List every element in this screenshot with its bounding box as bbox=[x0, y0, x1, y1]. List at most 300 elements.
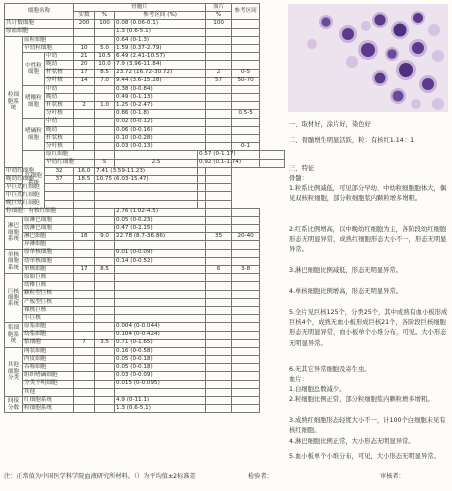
empty-cell bbox=[206, 102, 232, 110]
table-cell: 1.3 (0.6-5.1) bbox=[115, 28, 206, 36]
empty-cell bbox=[74, 184, 95, 192]
empty-cell bbox=[115, 274, 206, 282]
empty-cell bbox=[232, 94, 260, 102]
table-row bbox=[5, 397, 285, 405]
empty-cell bbox=[95, 118, 115, 126]
empty-cell bbox=[74, 356, 95, 364]
empty-cell bbox=[232, 380, 260, 388]
table-cell: 早幼红细胞 bbox=[45, 159, 95, 167]
table-cell: 0.03 (0-0.13) bbox=[115, 143, 206, 151]
empty-cell bbox=[74, 126, 95, 134]
empty-cell bbox=[74, 405, 95, 413]
table-cell: 0.05 (0-0.18) bbox=[115, 364, 206, 372]
table-cell: 9.0 bbox=[95, 233, 115, 241]
table-cell: 晚幼 bbox=[45, 126, 74, 134]
finding-5: 5.全片见巨核125个，分类25个，其中成熟有血小板形成巨核4个，成熟无血小板形成巨核21个，各阶段巨核细胞形态无明显异常，血小板单个小堆分布，可见。大小形态无明显异常。 bbox=[289, 309, 448, 347]
blood-heading: 血片： bbox=[289, 376, 308, 383]
table-cell: 200 bbox=[74, 20, 95, 28]
empty-cell bbox=[232, 249, 260, 257]
table-cell: 0.05 (0-0.18) bbox=[115, 356, 206, 364]
table-row bbox=[5, 372, 285, 380]
table-cell: 0-5 bbox=[232, 69, 260, 77]
table-cell: 10 bbox=[74, 44, 95, 52]
empty-cell bbox=[74, 347, 95, 355]
group-label: 巨核细胞系统 bbox=[5, 274, 23, 323]
empty-cell bbox=[232, 306, 260, 314]
empty-cell bbox=[95, 257, 115, 265]
table-cell: 1.25 (0-2.47) bbox=[115, 102, 206, 110]
empty-cell bbox=[206, 282, 232, 290]
empty-cell bbox=[232, 135, 260, 143]
table-row bbox=[5, 118, 285, 126]
empty-cell bbox=[206, 331, 232, 339]
empty-cell bbox=[206, 110, 232, 118]
table-row bbox=[5, 20, 285, 28]
empty-cell bbox=[95, 282, 115, 290]
table-cell: 杆状核 bbox=[45, 102, 74, 110]
table-cell: 100 bbox=[95, 20, 115, 28]
empty-cell bbox=[206, 85, 232, 93]
table-cell: 分叶核 bbox=[45, 77, 74, 85]
table-cell: 2 bbox=[206, 69, 232, 77]
table-cell: 原浆细胞 bbox=[23, 323, 74, 331]
empty-cell bbox=[74, 306, 95, 314]
table-cell: 产板型巨核 bbox=[23, 298, 74, 306]
table-cell: 中幼 bbox=[45, 53, 74, 61]
empty-cell bbox=[206, 364, 232, 372]
table-cell: 23.72 (16.72-30.72) bbox=[115, 69, 206, 77]
table-cell: 中幼红细胞 bbox=[5, 167, 45, 175]
table-cell: 杆状核 bbox=[45, 69, 74, 77]
table-cell: 幼单核细胞 bbox=[23, 257, 74, 265]
empty-cell bbox=[95, 323, 115, 331]
empty-cell bbox=[232, 85, 260, 93]
table-row bbox=[5, 69, 285, 77]
table-cell: 7.0 bbox=[95, 77, 115, 85]
empty-cell bbox=[206, 274, 232, 282]
table-cell: 0.02 (0-0.12) bbox=[115, 118, 206, 126]
table-cell: 16.0 bbox=[74, 167, 95, 175]
table-row bbox=[5, 44, 285, 52]
table-cell: 晚幼红细胞 bbox=[5, 175, 45, 183]
table-cell: 0.49 (0-1.13) bbox=[115, 94, 206, 102]
table-row bbox=[5, 36, 285, 44]
table-row bbox=[5, 159, 285, 167]
table-cell: 0.92 (0.1-1.74) bbox=[199, 159, 241, 166]
empty-cell bbox=[198, 167, 206, 175]
table-row bbox=[5, 241, 285, 249]
empty-cell bbox=[206, 290, 232, 298]
empty-cell bbox=[232, 405, 260, 413]
empty-cell bbox=[95, 208, 115, 216]
group-label: 单核细胞系统 bbox=[5, 249, 23, 274]
table-cell: 杆状核 bbox=[45, 135, 74, 143]
empty-cell bbox=[232, 388, 260, 396]
empty-cell bbox=[74, 241, 95, 249]
empty-cell bbox=[206, 380, 232, 388]
table-cell: 0.08 (0.06-0.1) bbox=[115, 20, 206, 28]
empty-cell bbox=[74, 388, 95, 396]
cell-count-table bbox=[4, 3, 285, 413]
table-row bbox=[5, 184, 285, 192]
table-row bbox=[5, 175, 285, 183]
empty-cell bbox=[232, 372, 260, 380]
table-cell: 1.0 bbox=[95, 102, 115, 110]
empty-cell bbox=[232, 274, 260, 282]
empty-cell bbox=[232, 208, 260, 216]
table-row bbox=[5, 61, 285, 69]
table-cell: 分叶核 bbox=[45, 143, 74, 151]
empty-cell bbox=[45, 184, 74, 192]
empty-cell bbox=[206, 405, 232, 413]
table-cell: 7.41 (3.59-11.23) bbox=[95, 167, 198, 175]
table-cell: 3.5 bbox=[95, 339, 115, 347]
empty-cell bbox=[206, 306, 232, 314]
empty-cell bbox=[74, 257, 95, 265]
empty-cell bbox=[74, 94, 95, 102]
empty-cell bbox=[95, 315, 115, 323]
table-cell: 嗜碱粒细胞 bbox=[23, 118, 45, 151]
header-cell-name: 细胞名称 bbox=[5, 4, 74, 20]
table-cell: 单核细胞 bbox=[23, 266, 74, 274]
table-cell: 32 bbox=[45, 167, 74, 175]
table-cell: 原淋巴细胞 bbox=[23, 216, 74, 224]
empty-cell bbox=[260, 151, 285, 159]
table-cell: 原单核细胞 bbox=[23, 249, 74, 257]
empty-cell bbox=[95, 364, 115, 372]
table-row bbox=[5, 110, 285, 118]
table-cell: 早巨幼红细胞 bbox=[5, 184, 45, 192]
table-row bbox=[5, 306, 285, 314]
empty-cell bbox=[232, 397, 260, 405]
table-row bbox=[5, 405, 285, 413]
table-cell: 17 bbox=[74, 266, 95, 274]
finding-1: 1.粒系比例减低，可见部分早幼、中幼粒细胞胞体大，偶见双核粒细胞，部分粒细胞浆内颗粒增多增粗。 bbox=[289, 185, 447, 203]
empty-cell bbox=[232, 20, 260, 28]
table-cell: 0-1 bbox=[232, 143, 260, 151]
empty-cell bbox=[95, 225, 115, 233]
empty-cell bbox=[95, 298, 115, 306]
table-cell: 0.38 (0-0.84) bbox=[115, 85, 206, 93]
table-cell: 共计数细胞 bbox=[5, 20, 74, 28]
table-row bbox=[5, 380, 285, 388]
empty-cell bbox=[74, 143, 95, 151]
table-cell: 17 bbox=[74, 69, 95, 77]
empty-cell bbox=[232, 323, 260, 331]
table-cell: 小巨核 bbox=[23, 315, 74, 323]
empty-cell bbox=[95, 274, 115, 282]
table-cell: 0.05 (0-0.23) bbox=[115, 216, 206, 224]
table-row bbox=[5, 323, 285, 331]
blood-finding-3: 3.成熟红细胞形态轻度大小不一，计100个白细胞未见有核红细胞。 bbox=[289, 417, 446, 435]
table-cell: 浆细胞 bbox=[23, 339, 74, 347]
empty-cell bbox=[95, 94, 115, 102]
table-cell: 8.5 bbox=[95, 69, 115, 77]
empty-cell bbox=[232, 151, 260, 159]
table-cell: 原血细胞 bbox=[5, 28, 74, 36]
empty-cell bbox=[206, 36, 232, 44]
empty-cell bbox=[74, 249, 95, 257]
table-cell: 组织嗜碱细胞 bbox=[23, 372, 74, 380]
table-cell: 100 bbox=[206, 20, 232, 28]
empty-cell bbox=[232, 298, 260, 306]
empty-cell bbox=[206, 200, 232, 208]
table-cell: 0.004 (0-0.044) bbox=[115, 323, 206, 331]
empty-cell bbox=[74, 135, 95, 143]
header-blood-pct: % bbox=[206, 12, 232, 20]
table-cell: 中巨幼红细胞 bbox=[5, 192, 45, 200]
finding-3: 3.淋巴细胞比例减低，形态无明显异常。 bbox=[289, 267, 403, 274]
group-label: 淋巴细胞系统 bbox=[5, 216, 23, 249]
table-cell: 粒细胞：有核红细胞 bbox=[5, 208, 74, 216]
table-cell: 2.5 bbox=[115, 159, 198, 167]
table-row bbox=[5, 257, 285, 265]
empty-cell bbox=[45, 192, 74, 200]
table-cell: 6.49 (2.41-10.57) bbox=[115, 53, 206, 61]
empty-cell bbox=[206, 216, 232, 224]
table-cell: 10.75 (6.03-15.47) bbox=[95, 175, 198, 183]
empty-cell bbox=[115, 266, 206, 274]
empty-cell bbox=[206, 257, 232, 265]
table-cell: 幼淋巴细胞 bbox=[23, 225, 74, 233]
table-cell: 35 bbox=[206, 233, 232, 241]
table-cell: 0.57 (0-1.17) bbox=[199, 151, 236, 158]
table-cell: 0.015 (0-0.095) bbox=[115, 380, 206, 388]
empty-cell bbox=[95, 36, 115, 44]
table-cell: 晚幼 bbox=[45, 61, 74, 69]
table-cell: 8.5 bbox=[95, 266, 115, 274]
table-row bbox=[5, 298, 285, 306]
table-row bbox=[5, 225, 285, 233]
empty-cell bbox=[232, 126, 260, 134]
empty-cell bbox=[95, 388, 115, 396]
table-cell: 7.9 (3.96-11.84) bbox=[115, 61, 206, 69]
table-row bbox=[5, 339, 285, 347]
cells-image bbox=[288, 4, 448, 112]
bone-marrow-heading: 骨髓： bbox=[289, 175, 308, 182]
table-cell: 0.16 (0-0.58) bbox=[115, 347, 206, 355]
table-row bbox=[5, 266, 285, 274]
table-cell: 0.104 (0-0.424) bbox=[115, 331, 206, 339]
blood-finding-2: 2.粒细胞比例正常，部分粒细胞浆内颗粒增多增粗。 bbox=[289, 396, 434, 403]
empty-cell bbox=[206, 135, 232, 143]
empty-cell bbox=[95, 249, 115, 257]
table-cell: 10.5 bbox=[95, 53, 115, 61]
empty-cell bbox=[206, 397, 232, 405]
table-cell: 粒细胞系统 bbox=[23, 405, 74, 413]
blood-finding-4: 4.淋巴细胞比例正常，大小形态无明显异常。 bbox=[289, 438, 415, 445]
table-row bbox=[5, 364, 285, 372]
table-cell: 原始巨核 bbox=[23, 274, 74, 282]
empty-cell bbox=[206, 315, 232, 323]
empty-cell bbox=[95, 200, 198, 208]
table-cell: 嗜酸粒细胞 bbox=[23, 85, 45, 118]
empty-cell bbox=[95, 306, 115, 314]
table-row bbox=[5, 94, 285, 102]
table-cell: 红细胞系统 bbox=[23, 397, 74, 405]
features-heading: 三、特征 bbox=[289, 165, 315, 172]
table-cell: 内皮细胞 bbox=[23, 356, 74, 364]
empty-cell bbox=[232, 282, 260, 290]
table-cell: 18 bbox=[74, 233, 95, 241]
blood-finding-5: 5.血小板单个小堆分布，可见，大小形态无明显异常。 bbox=[289, 453, 440, 460]
table-cell: 57 bbox=[206, 77, 232, 85]
table-row bbox=[5, 53, 285, 61]
empty-cell bbox=[232, 364, 260, 372]
empty-cell bbox=[206, 339, 232, 347]
empty-cell bbox=[74, 364, 95, 372]
empty-cell bbox=[232, 44, 260, 52]
empty-cell bbox=[206, 347, 232, 355]
table-cell: 2 bbox=[74, 102, 95, 110]
table-row bbox=[5, 135, 285, 143]
reviewer-label: 审核者： bbox=[380, 473, 405, 480]
empty-cell bbox=[232, 331, 260, 339]
empty-cell bbox=[206, 28, 232, 36]
table-cell: 1.3 (0.6-5.1) bbox=[115, 405, 206, 413]
empty-cell bbox=[95, 110, 115, 118]
empty-cell bbox=[74, 110, 95, 118]
table-row bbox=[5, 282, 285, 290]
empty-cell bbox=[206, 298, 232, 306]
empty-cell bbox=[74, 282, 95, 290]
table-cell: 0.86 (0-1.8) bbox=[115, 110, 206, 118]
empty-cell bbox=[206, 241, 232, 249]
footer-note: 注：正常值为中国医学科学院血液研究所材料。（）为平均值±2标准差 bbox=[4, 473, 196, 480]
table-cell: 20-40 bbox=[232, 233, 260, 241]
table-cell: 早幼粒细胞 bbox=[23, 44, 74, 52]
empty-cell bbox=[115, 241, 206, 249]
empty-cell bbox=[206, 61, 232, 69]
table-cell: 18.5 bbox=[74, 175, 95, 183]
table-cell: 6 bbox=[206, 266, 232, 274]
header-ref: 参考区间 (%) bbox=[115, 12, 206, 20]
empty-cell bbox=[115, 388, 206, 396]
empty-cell bbox=[206, 208, 232, 216]
table-cell: 其他 bbox=[23, 388, 74, 396]
empty-cell bbox=[74, 200, 95, 208]
table-row bbox=[5, 143, 285, 151]
empty-cell bbox=[95, 356, 115, 364]
empty-cell bbox=[95, 405, 115, 413]
empty-cell bbox=[232, 61, 260, 69]
table-cell: 0.10 (0-0.28) bbox=[115, 135, 206, 143]
empty-cell bbox=[206, 94, 232, 102]
table-cell: 50-70 bbox=[232, 77, 260, 85]
table-row bbox=[5, 347, 285, 355]
empty-cell bbox=[74, 315, 95, 323]
table-cell: 5 bbox=[95, 159, 115, 167]
table-row bbox=[5, 388, 285, 396]
empty-cell bbox=[232, 315, 260, 323]
table-row bbox=[5, 315, 285, 323]
empty-cell bbox=[115, 298, 206, 306]
table-row bbox=[5, 192, 285, 200]
empty-cell bbox=[95, 192, 198, 200]
table-cell: 幼稚巨核 bbox=[23, 282, 74, 290]
table-cell: 中幼 bbox=[45, 85, 74, 93]
finding-4: 4.单核细胞比例增高，形态无明显异常。 bbox=[289, 288, 403, 295]
empty-cell bbox=[95, 331, 115, 339]
empty-cell bbox=[74, 208, 95, 216]
empty-cell bbox=[206, 388, 232, 396]
empty-cell bbox=[95, 380, 115, 388]
empty-cell bbox=[206, 372, 232, 380]
table-cell: 21 bbox=[74, 53, 95, 61]
empty-cell bbox=[232, 339, 260, 347]
table-cell: 淋巴细胞 bbox=[23, 233, 74, 241]
group-label: 粒细胞系统 bbox=[5, 36, 23, 167]
header-bone-marrow: 骨髓片 bbox=[74, 4, 206, 12]
empty-cell bbox=[95, 28, 115, 36]
table-cell: 22.78 (8.7-36.86) bbox=[115, 233, 206, 241]
empty-cell bbox=[95, 135, 115, 143]
empty-cell bbox=[206, 126, 232, 134]
group-label: 红细胞系统 bbox=[23, 151, 45, 208]
group-label: 浆细胞系统 bbox=[5, 323, 23, 348]
table-cell: 晚幼 bbox=[45, 94, 74, 102]
table-cell: 0.14 (0-0.52) bbox=[115, 257, 206, 265]
blood-finding-1: 1.白细胞总数减少。 bbox=[289, 386, 346, 393]
table-cell: 0.01 (0-0.09) bbox=[115, 249, 206, 257]
header-count: 实数 bbox=[74, 12, 95, 20]
empty-cell bbox=[206, 356, 232, 364]
empty-cell bbox=[74, 36, 95, 44]
empty-cell bbox=[206, 143, 232, 151]
group-label: 其他细胞分类 bbox=[5, 347, 23, 396]
table-cell: 0.5-5 bbox=[232, 110, 260, 118]
table-cell: 5.0 bbox=[95, 44, 115, 52]
table-row bbox=[5, 126, 285, 134]
empty-cell bbox=[74, 397, 95, 405]
empty-cell bbox=[74, 380, 95, 388]
table-cell: 幼浆细胞 bbox=[23, 331, 74, 339]
table-cell: 原红细胞 bbox=[45, 151, 95, 159]
empty-cell bbox=[95, 397, 115, 405]
empty-cell bbox=[206, 249, 232, 257]
empty-cell bbox=[232, 28, 260, 36]
empty-cell bbox=[74, 323, 95, 331]
table-cell: 0.64 (0-1.3) bbox=[115, 36, 206, 44]
empty-cell bbox=[206, 184, 232, 192]
empty-cell bbox=[206, 53, 232, 61]
empty-cell bbox=[198, 184, 206, 192]
table-cell: 中幼 bbox=[45, 118, 74, 126]
table-cell: 颗粒型巨核 bbox=[23, 290, 74, 298]
empty-cell bbox=[232, 290, 260, 298]
table-cell: 0.06 (0-0.16) bbox=[115, 126, 206, 134]
empty-cell bbox=[95, 290, 115, 298]
header-pct: % bbox=[95, 12, 115, 20]
empty-cell bbox=[232, 118, 260, 126]
empty-cell bbox=[198, 200, 206, 208]
table-row bbox=[5, 85, 285, 93]
empty-cell bbox=[74, 298, 95, 306]
proliferation-note: 二、骨髓增生明显活跃，粒：有核红1.14：1 bbox=[289, 137, 415, 144]
empty-cell bbox=[232, 356, 260, 364]
table-row bbox=[5, 290, 285, 298]
empty-cell bbox=[95, 151, 115, 159]
table-cell: 3-8 bbox=[232, 266, 260, 274]
table-cell: 0.47 (0-2.15) bbox=[115, 225, 206, 233]
table-cell: 网状细胞 bbox=[23, 347, 74, 355]
empty-cell bbox=[45, 200, 74, 208]
table-row bbox=[5, 28, 285, 36]
sampling-note: 一、取材好，涂片好，染色好 bbox=[289, 121, 371, 128]
table-row bbox=[5, 102, 285, 110]
empty-cell bbox=[74, 225, 95, 233]
empty-cell bbox=[206, 118, 232, 126]
